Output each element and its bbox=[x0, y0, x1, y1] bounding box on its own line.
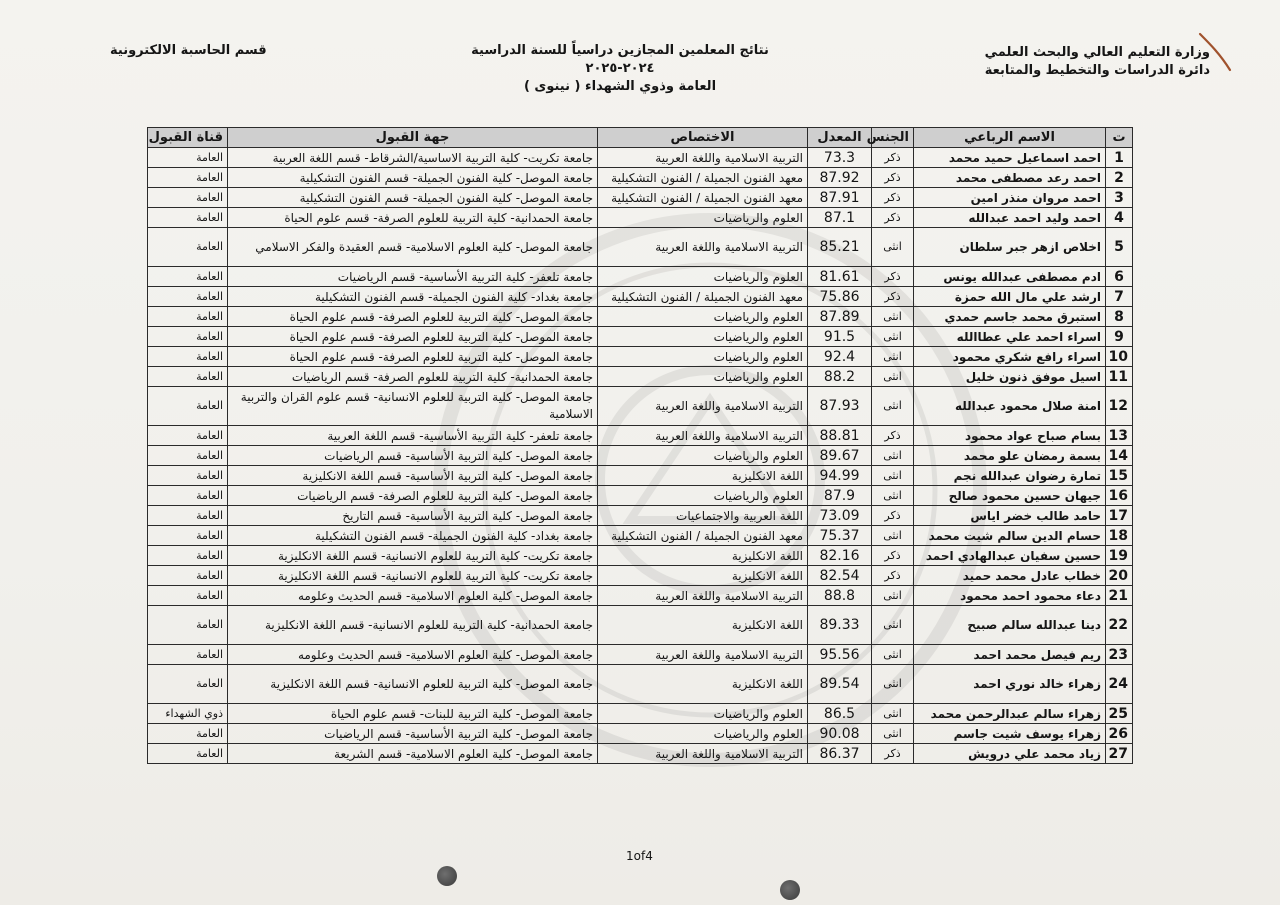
channel-cell: العامة bbox=[148, 307, 228, 327]
student-name: بسام صباح عواد محمود bbox=[914, 426, 1106, 446]
channel-cell: العامة bbox=[148, 486, 228, 506]
department-name: دائرة الدراسات والتخطيط والمتابعة bbox=[984, 63, 1210, 78]
specialization-cell: معهد الفنون الجميلة / الفنون التشكيلية bbox=[598, 287, 808, 307]
average-cell: 92.4 bbox=[808, 347, 872, 367]
placement-cell: جامعة تلعفر- كلية التربية الأساسية- قسم الرياضيات bbox=[228, 267, 598, 287]
table-row bbox=[148, 506, 1133, 526]
student-name: ارشد علي مال الله حمزة bbox=[914, 287, 1106, 307]
channel-cell: العامة bbox=[148, 367, 228, 387]
student-name: احمد رعد مصطفى محمد bbox=[914, 168, 1106, 188]
punch-hole bbox=[437, 866, 457, 886]
specialization-cell: اللغة الانكليزية bbox=[598, 546, 808, 566]
row-index: 10 bbox=[1106, 347, 1133, 367]
table-row bbox=[148, 208, 1133, 228]
row-index: 14 bbox=[1106, 446, 1133, 466]
gender-cell: انثى bbox=[872, 526, 914, 546]
table-row bbox=[148, 287, 1133, 307]
results-table bbox=[147, 127, 1133, 764]
student-name: جيهان حسين محمود صالح bbox=[914, 486, 1106, 506]
channel-cell: العامة bbox=[148, 267, 228, 287]
table-row bbox=[148, 586, 1133, 606]
row-index: 26 bbox=[1106, 724, 1133, 744]
gender-cell: انثى bbox=[872, 645, 914, 665]
col-header-specialization: الاختصاص bbox=[598, 128, 808, 148]
placement-cell: جامعة الموصل- كلية العلوم الاسلامية- قسم العقيدة والفكر الاسلامي bbox=[228, 228, 598, 267]
channel-cell: العامة bbox=[148, 208, 228, 228]
student-name: دعاء محمود احمد محمود bbox=[914, 586, 1106, 606]
table-row bbox=[148, 466, 1133, 486]
gender-cell: ذكر bbox=[872, 426, 914, 446]
student-name: زهراء سالم عبدالرحمن محمد bbox=[914, 704, 1106, 724]
average-cell: 94.99 bbox=[808, 466, 872, 486]
channel-cell: العامة bbox=[148, 466, 228, 486]
row-index: 22 bbox=[1106, 606, 1133, 645]
ministry-header bbox=[985, 44, 1210, 80]
row-index: 19 bbox=[1106, 546, 1133, 566]
placement-cell: جامعة تكريت- كلية التربية للعلوم الانسانية- قسم اللغة الانكليزية bbox=[228, 566, 598, 586]
row-index: 3 bbox=[1106, 188, 1133, 208]
average-cell: 90.08 bbox=[808, 724, 872, 744]
placement-cell: جامعة بغداد- كلية الفنون الجميلة- قسم الفنون التشكيلية bbox=[228, 526, 598, 546]
specialization-cell: العلوم والرياضيات bbox=[598, 208, 808, 228]
channel-cell: العامة bbox=[148, 188, 228, 208]
gender-cell: انثى bbox=[872, 466, 914, 486]
student-name: خطاب عادل محمد حميد bbox=[914, 566, 1106, 586]
placement-cell: جامعة الحمدانية- كلية التربية للعلوم الانسانية- قسم اللغة الانكليزية bbox=[228, 606, 598, 645]
placement-cell: جامعة الموصل- كلية التربية الأساسية- قسم اللغة الانكليزية bbox=[228, 466, 598, 486]
placement-cell: جامعة تكريت- كلية التربية للعلوم الانسانية- قسم اللغة الانكليزية bbox=[228, 546, 598, 566]
channel-cell: العامة bbox=[148, 744, 228, 764]
placement-cell: جامعة الموصل- كلية الفنون الجميلة- قسم الفنون التشكيلية bbox=[228, 188, 598, 208]
table-row bbox=[148, 744, 1133, 764]
table-row bbox=[148, 645, 1133, 665]
channel-cell: العامة bbox=[148, 665, 228, 704]
placement-cell: جامعة بغداد- كلية الفنون الجميلة- قسم الفنون التشكيلية bbox=[228, 287, 598, 307]
specialization-cell: التربية الاسلامية واللغة العربية bbox=[598, 228, 808, 267]
channel-cell: العامة bbox=[148, 506, 228, 526]
specialization-cell: العلوم والرياضيات bbox=[598, 704, 808, 724]
table-row bbox=[148, 267, 1133, 287]
title-line-2: العامة وذوي الشهداء ( نينوى ) bbox=[523, 79, 717, 94]
average-cell: 87.92 bbox=[808, 168, 872, 188]
col-header-gender: الجنس bbox=[872, 128, 914, 148]
ministry-name: وزارة التعليم العالي والبحث العلمي bbox=[984, 45, 1210, 60]
placement-cell: جامعة الموصل- كلية التربية للعلوم الصرفة- قسم علوم الحياة bbox=[228, 347, 598, 367]
channel-cell: العامة bbox=[148, 606, 228, 645]
student-name: اخلاص ازهر جبر سلطان bbox=[914, 228, 1106, 267]
channel-cell: العامة bbox=[148, 426, 228, 446]
row-index: 2 bbox=[1106, 168, 1133, 188]
table-row bbox=[148, 168, 1133, 188]
average-cell: 73.3 bbox=[808, 148, 872, 168]
average-cell: 95.56 bbox=[808, 645, 872, 665]
average-cell: 75.37 bbox=[808, 526, 872, 546]
specialization-cell: اللغة الانكليزية bbox=[598, 566, 808, 586]
specialization-cell: التربية الاسلامية واللغة العربية bbox=[598, 387, 808, 426]
average-cell: 87.1 bbox=[808, 208, 872, 228]
gender-cell: انثى bbox=[872, 327, 914, 347]
specialization-cell: التربية الاسلامية واللغة العربية bbox=[598, 148, 808, 168]
section-header bbox=[110, 42, 310, 60]
gender-cell: ذكر bbox=[872, 287, 914, 307]
placement-cell: جامعة الموصل- كلية التربية للبنات- قسم علوم الحياة bbox=[228, 704, 598, 724]
table-row bbox=[148, 307, 1133, 327]
specialization-cell: اللغة الانكليزية bbox=[598, 466, 808, 486]
gender-cell: انثى bbox=[872, 606, 914, 645]
specialization-cell: العلوم والرياضيات bbox=[598, 347, 808, 367]
student-name: دينا عبدالله سالم صبيح bbox=[914, 606, 1106, 645]
average-cell: 87.89 bbox=[808, 307, 872, 327]
gender-cell: انثى bbox=[872, 586, 914, 606]
specialization-cell: العلوم والرياضيات bbox=[598, 307, 808, 327]
col-header-average: المعدل bbox=[808, 128, 872, 148]
specialization-cell: العلوم والرياضيات bbox=[598, 267, 808, 287]
gender-cell: انثى bbox=[872, 228, 914, 267]
gender-cell: انثى bbox=[872, 387, 914, 426]
row-index: 24 bbox=[1106, 665, 1133, 704]
average-cell: 87.9 bbox=[808, 486, 872, 506]
table-row bbox=[148, 724, 1133, 744]
page-number: 1of4 bbox=[626, 849, 653, 863]
table-row bbox=[148, 704, 1133, 724]
gender-cell: ذكر bbox=[872, 744, 914, 764]
specialization-cell: معهد الفنون الجميلة / الفنون التشكيلية bbox=[598, 526, 808, 546]
placement-cell: جامعة الموصل- كلية التربية الأساسية- قسم الرياضيات bbox=[228, 724, 598, 744]
channel-cell: العامة bbox=[148, 724, 228, 744]
row-index: 1 bbox=[1106, 148, 1133, 168]
channel-cell: العامة bbox=[148, 446, 228, 466]
student-name: اسراء احمد علي عطاالله bbox=[914, 327, 1106, 347]
section-name: قسم الحاسبة الالكترونية bbox=[110, 43, 267, 58]
average-cell: 88.8 bbox=[808, 586, 872, 606]
gender-cell: انثى bbox=[872, 367, 914, 387]
channel-cell: العامة bbox=[148, 327, 228, 347]
average-cell: 89.54 bbox=[808, 665, 872, 704]
channel-cell: العامة bbox=[148, 168, 228, 188]
placement-cell: جامعة الموصل- كلية التربية الأساسية- قسم التاريخ bbox=[228, 506, 598, 526]
table-row bbox=[148, 327, 1133, 347]
row-index: 20 bbox=[1106, 566, 1133, 586]
row-index: 23 bbox=[1106, 645, 1133, 665]
placement-cell: جامعة تكريت- كلية التربية الاساسية/الشرقاط- قسم اللغة العربية bbox=[228, 148, 598, 168]
average-cell: 91.5 bbox=[808, 327, 872, 347]
student-name: امنة صلال محمود عبدالله bbox=[914, 387, 1106, 426]
placement-cell: جامعة الموصل- كلية العلوم الاسلامية- قسم الشريعة bbox=[228, 744, 598, 764]
table-body bbox=[148, 148, 1133, 764]
student-name: احمد وليد احمد عبدالله bbox=[914, 208, 1106, 228]
placement-cell: جامعة الموصل- كلية الفنون الجميلة- قسم الفنون التشكيلية bbox=[228, 168, 598, 188]
student-name: زياد محمد علي درويش bbox=[914, 744, 1106, 764]
placement-cell: جامعة الموصل- كلية العلوم الاسلامية- قسم الحديث وعلومه bbox=[228, 645, 598, 665]
row-index: 13 bbox=[1106, 426, 1133, 446]
channel-cell: ذوي الشهداء bbox=[148, 704, 228, 724]
gender-cell: ذكر bbox=[872, 168, 914, 188]
channel-cell: العامة bbox=[148, 526, 228, 546]
placement-cell: جامعة الموصل- كلية التربية للعلوم الصرفة- قسم الرياضيات bbox=[228, 486, 598, 506]
average-cell: 87.91 bbox=[808, 188, 872, 208]
gender-cell: انثى bbox=[872, 486, 914, 506]
specialization-cell: معهد الفنون الجميلة / الفنون التشكيلية bbox=[598, 168, 808, 188]
table-row bbox=[148, 446, 1133, 466]
channel-cell: العامة bbox=[148, 546, 228, 566]
table-row bbox=[148, 188, 1133, 208]
channel-cell: العامة bbox=[148, 347, 228, 367]
student-name: حسين سفيان عبدالهادي احمد bbox=[914, 546, 1106, 566]
specialization-cell: العلوم والرياضيات bbox=[598, 327, 808, 347]
row-index: 21 bbox=[1106, 586, 1133, 606]
student-name: حامد طالب خضر اياس bbox=[914, 506, 1106, 526]
row-index: 5 bbox=[1106, 228, 1133, 267]
average-cell: 89.33 bbox=[808, 606, 872, 645]
average-cell: 88.81 bbox=[808, 426, 872, 446]
specialization-cell: التربية الاسلامية واللغة العربية bbox=[598, 426, 808, 446]
table-row bbox=[148, 606, 1133, 645]
row-index: 4 bbox=[1106, 208, 1133, 228]
row-index: 17 bbox=[1106, 506, 1133, 526]
specialization-cell: اللغة الانكليزية bbox=[598, 665, 808, 704]
channel-cell: العامة bbox=[148, 387, 228, 426]
student-name: احمد اسماعيل حميد محمد bbox=[914, 148, 1106, 168]
gender-cell: انثى bbox=[872, 446, 914, 466]
row-index: 25 bbox=[1106, 704, 1133, 724]
average-cell: 85.21 bbox=[808, 228, 872, 267]
table-row bbox=[148, 486, 1133, 506]
channel-cell: العامة bbox=[148, 228, 228, 267]
gender-cell: ذكر bbox=[872, 188, 914, 208]
student-name: اسيل موفق ذنون خليل bbox=[914, 367, 1106, 387]
student-name: ادم مصطفى عبدالله يونس bbox=[914, 267, 1106, 287]
student-name: ريم فيصل محمد احمد bbox=[914, 645, 1106, 665]
gender-cell: ذكر bbox=[872, 267, 914, 287]
table-header-row bbox=[148, 128, 1133, 148]
gender-cell: انثى bbox=[872, 704, 914, 724]
table-row bbox=[148, 665, 1133, 704]
table-row bbox=[148, 367, 1133, 387]
row-index: 6 bbox=[1106, 267, 1133, 287]
row-index: 18 bbox=[1106, 526, 1133, 546]
specialization-cell: العلوم والرياضيات bbox=[598, 486, 808, 506]
placement-cell: جامعة الحمدانية- كلية التربية للعلوم الصرفة- قسم علوم الحياة bbox=[228, 208, 598, 228]
student-name: استبرق محمد جاسم حمدي bbox=[914, 307, 1106, 327]
average-cell: 81.61 bbox=[808, 267, 872, 287]
title-line-1: نتائج المعلمين المجازين دراسياً للسنة الدراسية ٢٠٢٤-٢٠٢٥ bbox=[471, 43, 769, 76]
col-header-placement: جهة القبول bbox=[228, 128, 598, 148]
placement-cell: جامعة الموصل- كلية العلوم الاسلامية- قسم الحديث وعلومه bbox=[228, 586, 598, 606]
average-cell: 89.67 bbox=[808, 446, 872, 466]
table-row bbox=[148, 546, 1133, 566]
gender-cell: انثى bbox=[872, 347, 914, 367]
average-cell: 88.2 bbox=[808, 367, 872, 387]
table-row bbox=[148, 347, 1133, 367]
average-cell: 82.16 bbox=[808, 546, 872, 566]
student-name: تمارة رضوان عبدالله نجم bbox=[914, 466, 1106, 486]
row-index: 9 bbox=[1106, 327, 1133, 347]
col-header-index: ت bbox=[1106, 128, 1133, 148]
punch-hole bbox=[780, 880, 800, 900]
table-row bbox=[148, 148, 1133, 168]
gender-cell: انثى bbox=[872, 665, 914, 704]
row-index: 16 bbox=[1106, 486, 1133, 506]
placement-cell: جامعة الحمدانية- كلية التربية للعلوم الصرفة- قسم الرياضيات bbox=[228, 367, 598, 387]
row-index: 15 bbox=[1106, 466, 1133, 486]
specialization-cell: معهد الفنون الجميلة / الفنون التشكيلية bbox=[598, 188, 808, 208]
row-index: 12 bbox=[1106, 387, 1133, 426]
table-row bbox=[148, 228, 1133, 267]
row-index: 11 bbox=[1106, 367, 1133, 387]
pen-stroke-mark bbox=[1196, 30, 1236, 74]
specialization-cell: العلوم والرياضيات bbox=[598, 367, 808, 387]
student-name: احمد مروان منذر امين bbox=[914, 188, 1106, 208]
gender-cell: ذكر bbox=[872, 546, 914, 566]
gender-cell: ذكر bbox=[872, 506, 914, 526]
channel-cell: العامة bbox=[148, 586, 228, 606]
row-index: 8 bbox=[1106, 307, 1133, 327]
channel-cell: العامة bbox=[148, 148, 228, 168]
specialization-cell: اللغة العربية والاجتماعيات bbox=[598, 506, 808, 526]
specialization-cell: التربية الاسلامية واللغة العربية bbox=[598, 586, 808, 606]
placement-cell: جامعة الموصل- كلية التربية للعلوم الانسانية- قسم اللغة الانكليزية bbox=[228, 665, 598, 704]
specialization-cell: العلوم والرياضيات bbox=[598, 724, 808, 744]
gender-cell: انثى bbox=[872, 307, 914, 327]
average-cell: 75.86 bbox=[808, 287, 872, 307]
row-index: 7 bbox=[1106, 287, 1133, 307]
gender-cell: ذكر bbox=[872, 566, 914, 586]
student-name: زهراء يوسف شيت جاسم bbox=[914, 724, 1106, 744]
placement-cell: جامعة الموصل- كلية التربية للعلوم الصرفة- قسم علوم الحياة bbox=[228, 327, 598, 347]
student-name: بسمة رمضان علو محمد bbox=[914, 446, 1106, 466]
gender-cell: انثى bbox=[872, 724, 914, 744]
specialization-cell: اللغة الانكليزية bbox=[598, 606, 808, 645]
channel-cell: العامة bbox=[148, 645, 228, 665]
channel-cell: العامة bbox=[148, 566, 228, 586]
average-cell: 87.93 bbox=[808, 387, 872, 426]
col-header-channel: قناة القبول bbox=[148, 128, 228, 148]
placement-cell: جامعة تلعفر- كلية التربية الأساسية- قسم اللغة العربية bbox=[228, 426, 598, 446]
student-name: اسراء رافع شكري محمود bbox=[914, 347, 1106, 367]
gender-cell: ذكر bbox=[872, 148, 914, 168]
placement-cell: جامعة الموصل- كلية التربية الأساسية- قسم الرياضيات bbox=[228, 446, 598, 466]
results-title bbox=[440, 42, 800, 96]
placement-cell: جامعة الموصل- كلية التربية للعلوم الانسانية- قسم علوم القران والتربية الاسلامية bbox=[228, 387, 598, 426]
gender-cell: ذكر bbox=[872, 208, 914, 228]
table-row bbox=[148, 426, 1133, 446]
row-index: 27 bbox=[1106, 744, 1133, 764]
table-row bbox=[148, 566, 1133, 586]
average-cell: 73.09 bbox=[808, 506, 872, 526]
average-cell: 86.37 bbox=[808, 744, 872, 764]
specialization-cell: التربية الاسلامية واللغة العربية bbox=[598, 645, 808, 665]
col-header-name: الاسم الرباعي bbox=[914, 128, 1106, 148]
specialization-cell: التربية الاسلامية واللغة العربية bbox=[598, 744, 808, 764]
table-row bbox=[148, 387, 1133, 426]
table-row bbox=[148, 526, 1133, 546]
student-name: زهراء خالد نوري احمد bbox=[914, 665, 1106, 704]
specialization-cell: العلوم والرياضيات bbox=[598, 446, 808, 466]
student-name: حسام الدين سالم شيت محمد bbox=[914, 526, 1106, 546]
average-cell: 82.54 bbox=[808, 566, 872, 586]
placement-cell: جامعة الموصل- كلية التربية للعلوم الصرفة- قسم علوم الحياة bbox=[228, 307, 598, 327]
average-cell: 86.5 bbox=[808, 704, 872, 724]
channel-cell: العامة bbox=[148, 287, 228, 307]
